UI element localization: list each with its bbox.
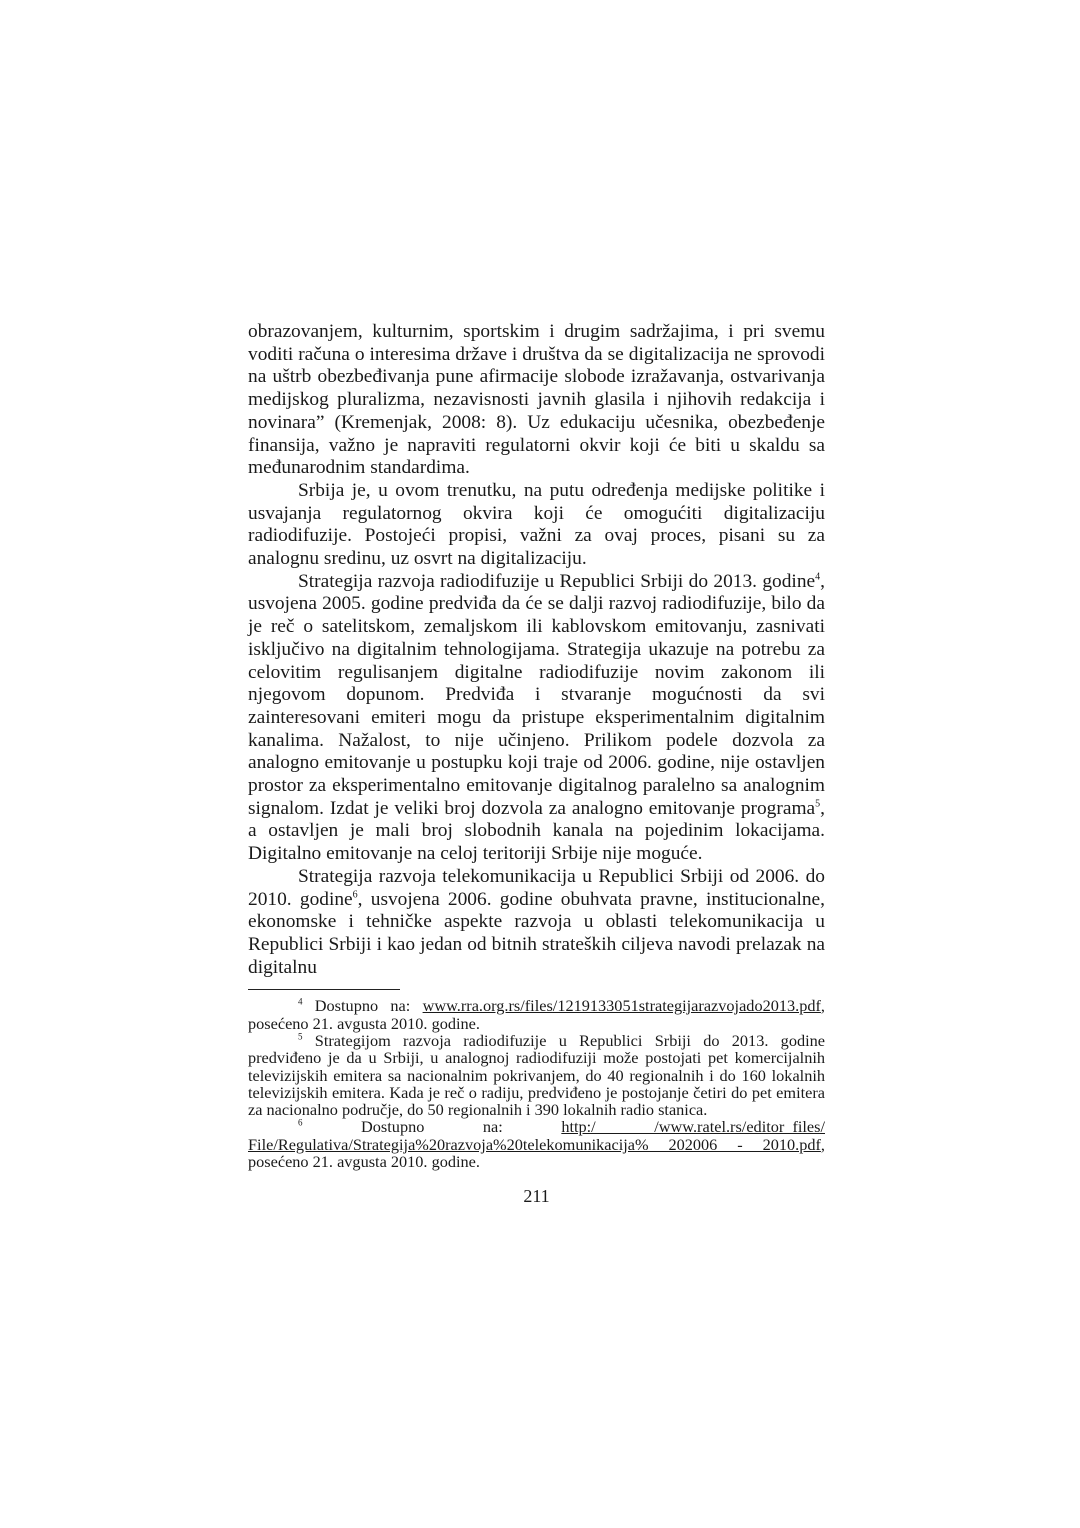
paragraph-4-text-a: Strategija razvoja telekomunikacija u Republici Srbiji od 2006. do 2010. godine <box>248 865 825 910</box>
paragraph-3-text-b: , usvojena 2005. godine predviđa da će se dalji razvoj radiodifuzije, bilo da je reč o satelitskom, zemaljskom ili kablovskom emitovanju, zasnivati isključivo na digitalnim tehnologijama. Strategija ukazuje na potrebu za celovitim regulisanjem digitalne radiodifuzije novim zakonom ili njegovom dopunom. Predviđa i stvaranje mogućnosti da svi zainteresovani emiteri mogu da pristupe eksperimentalnim digitalnim kanalima. Nažalost, to nije učinjeno. Prilikom podele dozvola za analogno emitovanje u postupku koji traje od 2006. godine, nije ostavljen prostor za eksperimentalno emitovanje digitalnog paralelno sa analognim signalom. Izdat je veliki broj dozvola za analogno emitovanje programa <box>248 570 825 819</box>
paragraph-3-text-a: Strategija razvoja radiodifuzije u Republici Srbiji do 2013. godine <box>298 570 816 592</box>
body-text <box>248 321 825 979</box>
paragraph-3 <box>248 571 825 866</box>
footnote-ref-4[interactable]: 4 <box>815 571 821 583</box>
footnote-4-prefix: Dostupno na: <box>302 996 423 1016</box>
footnote-6 <box>248 1118 825 1170</box>
footnote-4-link[interactable]: www.rra.org.rs/files/1219133051strategijarazvojado2013.pdf <box>422 996 821 1016</box>
footnote-5 <box>248 1032 825 1118</box>
paragraph-3-text-c: , a ostavljen je mali broj slobodnih kanala na pojedinim lokacijama. Digitalno emitovanje na celoj teritoriji Srbije nije moguće. <box>248 797 825 865</box>
footnote-6-prefix: Dostupno na: <box>302 1117 562 1137</box>
footnote-6-suffix: , posećeno 21. avgusta 2010. godine. <box>248 1134 825 1172</box>
footnote-6-marker: 6 <box>298 1118 303 1129</box>
footnote-4 <box>248 997 825 1032</box>
footnote-4-marker: 4 <box>298 996 303 1007</box>
footnote-separator <box>248 989 400 990</box>
footnote-4-suffix: , posećeno 21. avgusta 2010. godine. <box>248 996 825 1033</box>
document-page <box>248 321 825 1207</box>
paragraph-4-text-b: , usvojena 2006. godine obuhvata pravne, institucionalne, ekonomske i tehničke aspekte razvoja u oblasti telekomunikacija u Republici Srbiji i kao jedan od bitnih strateških ciljeva navodi prelazak na digitalnu <box>248 888 825 978</box>
footnotes <box>248 997 825 1170</box>
paragraph-2: Srbija je, u ovom trenutku, na putu određenja medijske politike i usvajanja regulatornog okvira koji će omogućiti digitalizaciju radiodifuzije. Postojeći propisi, važni za ovaj proces, pisani su za analognu sredinu, uz osvrt na digitalizaciju. <box>248 479 825 570</box>
footnote-6-link[interactable]: http:/ /www.ratel.rs/editor_files/ File/Regulativa/Strategija%20razvoja%20telekomunikacija% 202006 - 2010.pdf <box>248 1117 825 1154</box>
footnote-ref-6[interactable]: 6 <box>352 889 358 901</box>
footnote-ref-5[interactable]: 5 <box>815 798 821 810</box>
paragraph-4 <box>248 866 825 980</box>
footnote-5-text: Strategijom razvoja radiodifuzije u Republici Srbiji do 2013. godine predviđeno je da u Srbiji, u analognoj radiodifuziji može postojati pet komercijalnih televizijskih emitera sa nacionalnim pokrivanjem, do 40 regionalnih i do 160 lokalnih televizijskih emitera. Kada je reč o radiju, predviđeno je postojanje četiri do pet emitera za nacionalno područje, do 50 regionalnih i 390 lokalnih radio stanica. <box>248 1030 825 1120</box>
page-number: 211 <box>523 1186 550 1207</box>
paragraph-1: obrazovanjem, kulturnim, sportskim i drugim sadržajima, i pri svemu voditi računa o interesima države i društva da se digitalizacija ne sprovodi na uštrb obezbeđivanja pune afirmacije slobode izražavanja, ostvarivanja medijskog pluralizma, nezavisnosti javnih glasila i njihovih redakcija i novinara” (Kremenjak, 2008: 8). Uz edukaciju učesnika, obezbeđenje finansija, važno je napraviti regulatorni okvir koji će biti u skaldu sa međunarodnim standardima. <box>248 321 825 479</box>
footnote-5-marker: 5 <box>298 1031 303 1042</box>
